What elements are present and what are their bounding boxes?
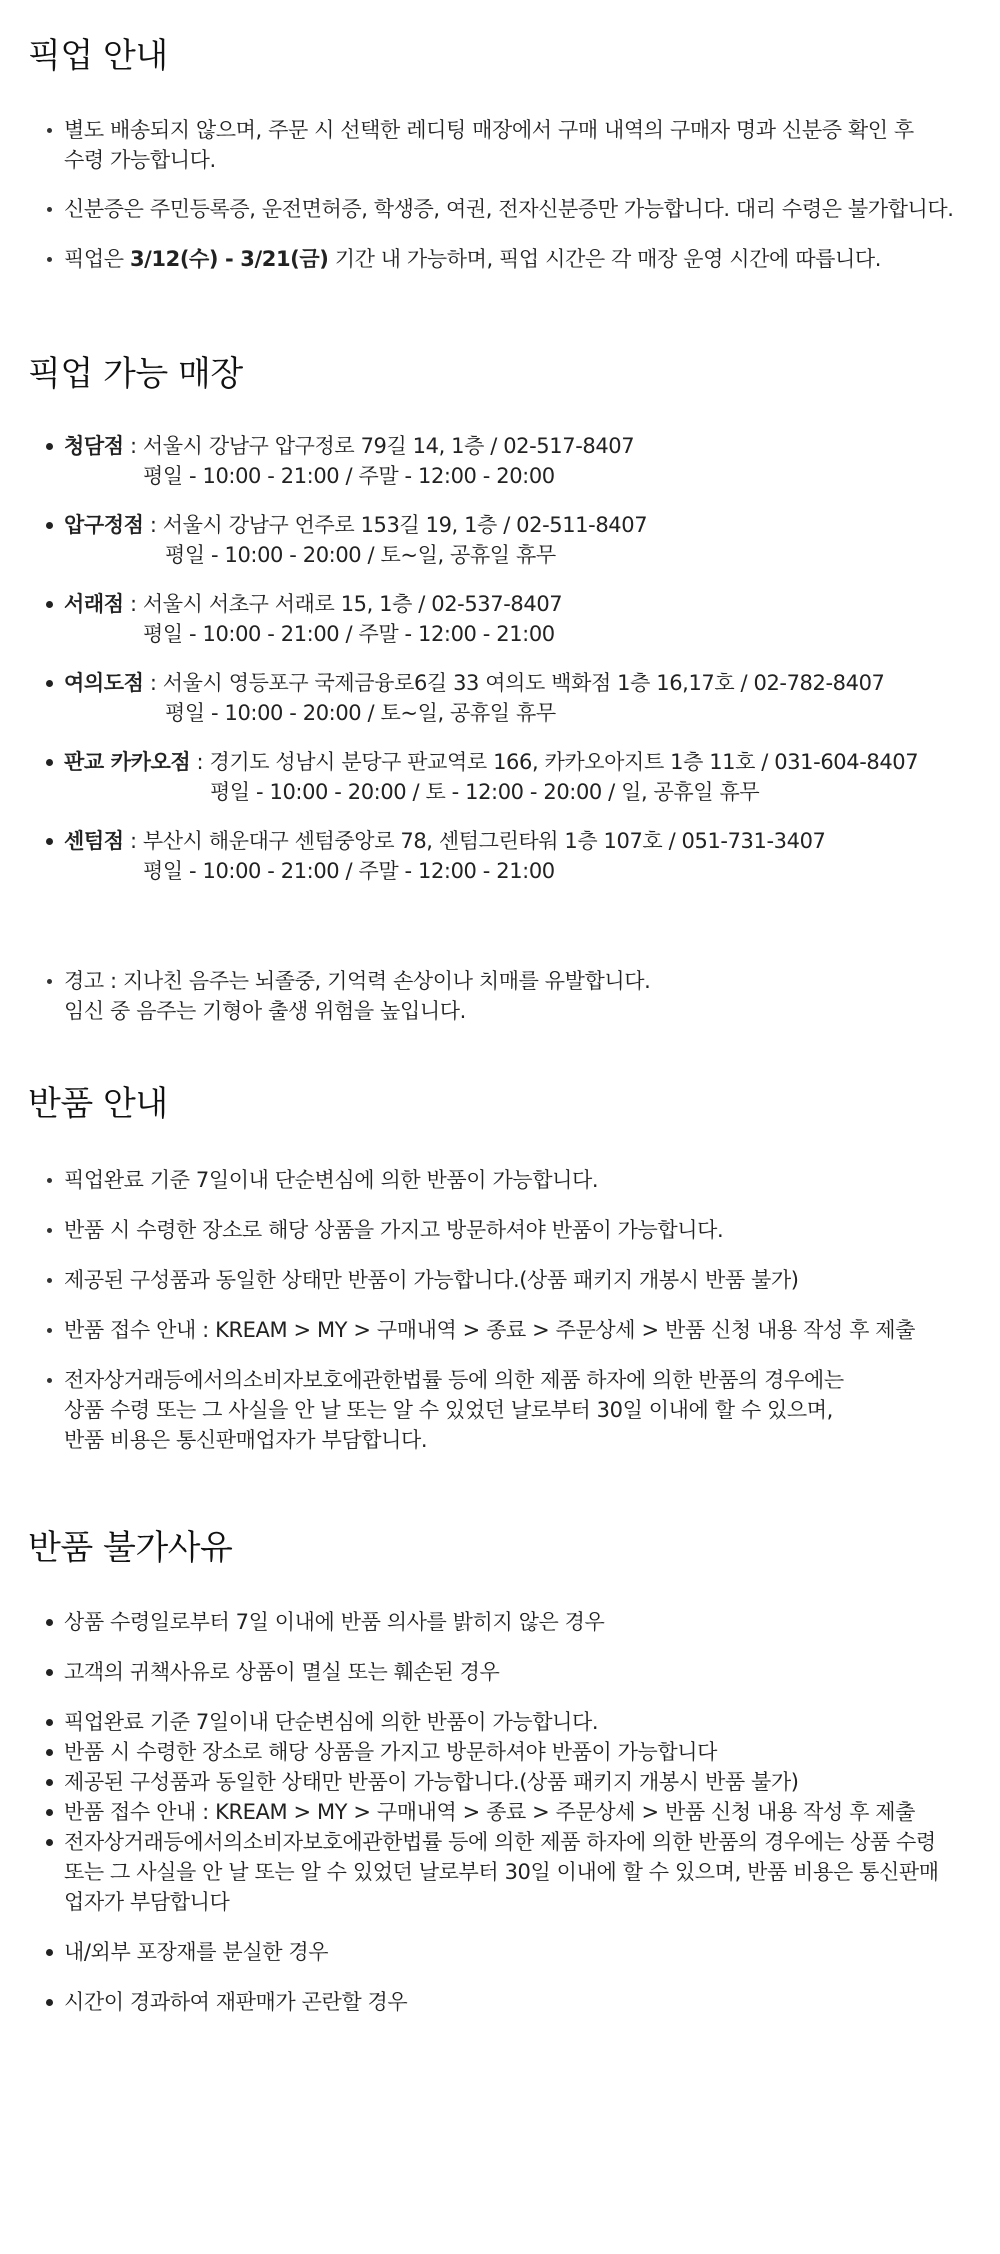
return-info-item-4: 반품 접수 안내 : KREAM > MY > 구매내역 > 종료 > 주문상세 > 반품 신청 내용 작성 후 제출 bbox=[64, 1318, 916, 1342]
return-restriction-item-9: 시간이 경과하여 재판매가 곤란할 경우 bbox=[64, 1990, 408, 2014]
return-restriction-item-7-line-1: 전자상거래등에서의소비자보호에관한법률 등에 의한 제품 하자에 의한 반품의 경우에는 상품 수령 bbox=[64, 1830, 936, 1854]
warning-line-1: 경고 : 지나친 음주는 뇌졸중, 기억력 손상이나 치매를 유발합니다. bbox=[64, 969, 651, 993]
return-restriction-item-2: 고객의 귀책사유로 상품이 멸실 또는 훼손된 경우 bbox=[64, 1660, 500, 1684]
store-name: 청담점 bbox=[64, 434, 124, 458]
bullet bbox=[46, 601, 53, 608]
store-detail: : 서울시 영등포구 국제금융로6길 33 여의도 백화점 1층 16,17호 / 02-782-8407 bbox=[143, 671, 885, 695]
pickup-info-item-3 bbox=[64, 244, 881, 274]
store-detail: : 서울시 서초구 서래로 15, 1층 / 02-537-8407 bbox=[123, 592, 563, 616]
store-name: 여의도점 bbox=[64, 671, 144, 695]
store-name: 서래점 bbox=[64, 592, 124, 616]
return-restrictions-heading: 반품 불가사유 bbox=[28, 1528, 233, 1568]
store-name: 판교 카카오점 bbox=[64, 750, 191, 774]
bullet bbox=[46, 522, 53, 529]
return-restriction-item-6: 반품 접수 안내 : KREAM > MY > 구매내역 > 종료 > 주문상세 > 반품 신청 내용 작성 후 제출 bbox=[64, 1800, 916, 1824]
bullet bbox=[46, 1749, 53, 1756]
store-hours: 평일 - 10:00 - 20:00 / 토~일, 공휴일 휴무 bbox=[165, 701, 556, 725]
bullet bbox=[46, 1779, 53, 1786]
store-detail: : 경기도 성남시 분당구 판교역로 166, 카카오아지트 1층 11호 / 031-604-8407 bbox=[190, 750, 919, 774]
return-restriction-item-4: 반품 시 수령한 장소로 해당 상품을 가지고 방문하셔야 반품이 가능합니다 bbox=[64, 1740, 718, 1764]
store-detail: : 서울시 강남구 언주로 153길 19, 1층 / 02-511-8407 bbox=[143, 513, 648, 537]
return-restriction-item-1: 상품 수령일로부터 7일 이내에 반품 의사를 밝히지 않은 경우 bbox=[64, 1610, 605, 1634]
bullet bbox=[46, 759, 53, 766]
bullet bbox=[47, 1228, 52, 1233]
bullet bbox=[46, 1619, 53, 1626]
return-info-heading: 반품 안내 bbox=[28, 1084, 168, 1124]
bullet bbox=[46, 1839, 53, 1846]
pickup-info-heading: 픽업 안내 bbox=[28, 36, 168, 76]
return-info-item-3: 제공된 구성품과 동일한 상태만 반품이 가능합니다.(상품 패키지 개봉시 반품 불가) bbox=[64, 1268, 799, 1292]
store-detail: : 부산시 해운대구 센텀중앙로 78, 센텀그린타워 1층 107호 / 051-731-3407 bbox=[123, 829, 826, 853]
bullet bbox=[46, 1669, 53, 1676]
bullet bbox=[46, 1719, 53, 1726]
stores-heading: 픽업 가능 매장 bbox=[28, 354, 243, 394]
bullet bbox=[46, 443, 53, 450]
bullet bbox=[46, 838, 53, 845]
store-hours: 평일 - 10:00 - 20:00 / 토 - 12:00 - 20:00 / 일, 공휴일 휴무 bbox=[210, 780, 760, 804]
return-info-item-5-line-2: 상품 수령 또는 그 사실을 안 날 또는 알 수 있었던 날로부터 30일 이내에 할 수 있으며, bbox=[64, 1398, 833, 1422]
store-item bbox=[64, 826, 826, 856]
pickup-period-suffix: 기간 내 가능하며, 픽업 시간은 각 매장 운영 시간에 따릅니다. bbox=[328, 247, 882, 271]
store-item bbox=[64, 510, 647, 540]
return-restriction-item-8: 내/외부 포장재를 분실한 경우 bbox=[64, 1940, 329, 1964]
bullet bbox=[47, 128, 52, 133]
return-restriction-item-7-line-3: 업자가 부담합니다 bbox=[64, 1890, 230, 1914]
store-item bbox=[64, 431, 634, 461]
return-info-item-1: 픽업완료 기준 7일이내 단순변심에 의한 반품이 가능합니다. bbox=[64, 1168, 599, 1192]
pickup-info-item-1-line-1: 별도 배송되지 않으며, 주문 시 선택한 레디팅 매장에서 구매 내역의 구매자 명과 신분증 확인 후 bbox=[64, 118, 914, 142]
store-name: 압구정점 bbox=[64, 513, 144, 537]
store-item bbox=[64, 668, 885, 698]
return-info-item-2: 반품 시 수령한 장소로 해당 상품을 가지고 방문하셔야 반품이 가능합니다. bbox=[64, 1218, 724, 1242]
return-restriction-item-7-line-2: 또는 그 사실을 안 날 또는 알 수 있었던 날로부터 30일 이내에 할 수 있으며, 반품 비용은 통신판매 bbox=[64, 1860, 939, 1884]
bullet bbox=[47, 1328, 52, 1333]
bullet bbox=[47, 257, 52, 262]
pickup-period-prefix: 픽업은 bbox=[64, 247, 130, 271]
bullet bbox=[47, 979, 52, 984]
store-name: 센텀점 bbox=[64, 829, 124, 853]
bullet bbox=[47, 1378, 52, 1383]
return-info-item-5-line-3: 반품 비용은 통신판매업자가 부담합니다. bbox=[64, 1428, 428, 1452]
store-item bbox=[64, 747, 918, 777]
warning-line-2: 임신 중 음주는 기형아 출생 위험을 높입니다. bbox=[64, 999, 466, 1023]
bullet bbox=[46, 1999, 53, 2006]
pickup-info-item-1-line-2: 수령 가능합니다. bbox=[64, 148, 216, 172]
pickup-info-item-2: 신분증은 주민등록증, 운전면허증, 학생증, 여권, 전자신분증만 가능합니다. 대리 수령은 불가합니다. bbox=[64, 197, 954, 221]
bullet bbox=[47, 207, 52, 212]
bullet bbox=[47, 1178, 52, 1183]
return-restriction-item-3: 픽업완료 기준 7일이내 단순변심에 의한 반품이 가능합니다. bbox=[64, 1710, 599, 1734]
bullet bbox=[46, 1949, 53, 1956]
store-hours: 평일 - 10:00 - 21:00 / 주말 - 12:00 - 21:00 bbox=[143, 622, 555, 646]
bullet bbox=[46, 1809, 53, 1816]
return-restriction-item-5: 제공된 구성품과 동일한 상태만 반품이 가능합니다.(상품 패키지 개봉시 반품 불가) bbox=[64, 1770, 799, 1794]
store-hours: 평일 - 10:00 - 21:00 / 주말 - 12:00 - 21:00 bbox=[143, 859, 555, 883]
store-detail: : 서울시 강남구 압구정로 79길 14, 1층 / 02-517-8407 bbox=[123, 434, 635, 458]
store-item bbox=[64, 589, 562, 619]
store-hours: 평일 - 10:00 - 21:00 / 주말 - 12:00 - 20:00 bbox=[143, 464, 555, 488]
return-info-item-5-line-1: 전자상거래등에서의소비자보호에관한법률 등에 의한 제품 하자에 의한 반품의 경우에는 bbox=[64, 1368, 844, 1392]
pickup-period: 3/12(수) - 3/21(금) bbox=[129, 247, 329, 271]
store-hours: 평일 - 10:00 - 20:00 / 토~일, 공휴일 휴무 bbox=[165, 543, 556, 567]
bullet bbox=[46, 680, 53, 687]
bullet bbox=[47, 1278, 52, 1283]
